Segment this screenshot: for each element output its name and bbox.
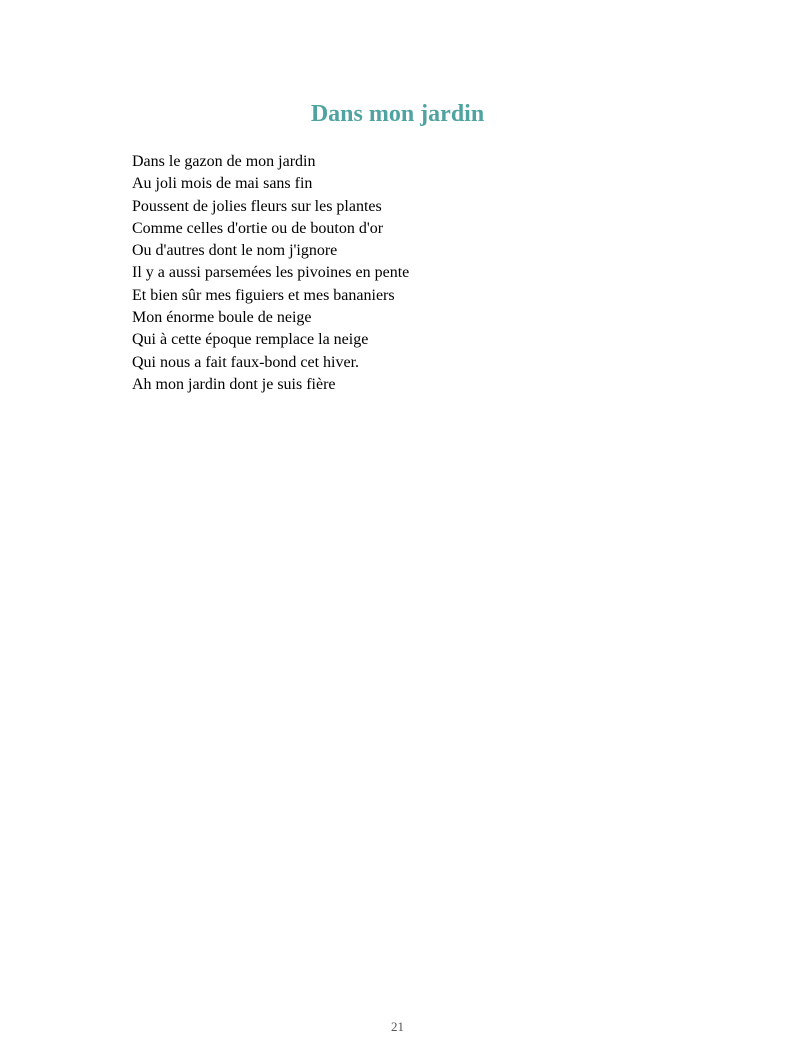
poem-line: Comme celles d'ortie ou de bouton d'or: [132, 219, 384, 237]
poem-title: Dans mon jardin: [310, 101, 485, 127]
poem-line: Dans le gazon de mon jardin: [132, 153, 316, 170]
poem-line: Poussent de jolies fleurs sur les plantes: [132, 197, 382, 215]
poem-body: [132, 151, 409, 396]
poem-line: Qui à cette époque remplace la neige: [132, 331, 369, 349]
poem-line: Il y a aussi parsemées les pivoines en pente: [132, 264, 410, 282]
poem-line: Ah mon jardin dont je suis fière: [132, 375, 336, 393]
poem-line: Au joli mois de mai sans fin: [132, 175, 313, 193]
poem-line: Ou d'autres dont le nom j'ignore: [132, 242, 338, 260]
poem-line: Et bien sûr mes figuiers et mes bananiers: [132, 286, 395, 304]
poem-line: Mon énorme boule de neige: [132, 309, 312, 327]
page-number: 21: [391, 1019, 404, 1034]
poem-line: Qui nous a fait faux-bond cet hiver.: [132, 353, 360, 371]
